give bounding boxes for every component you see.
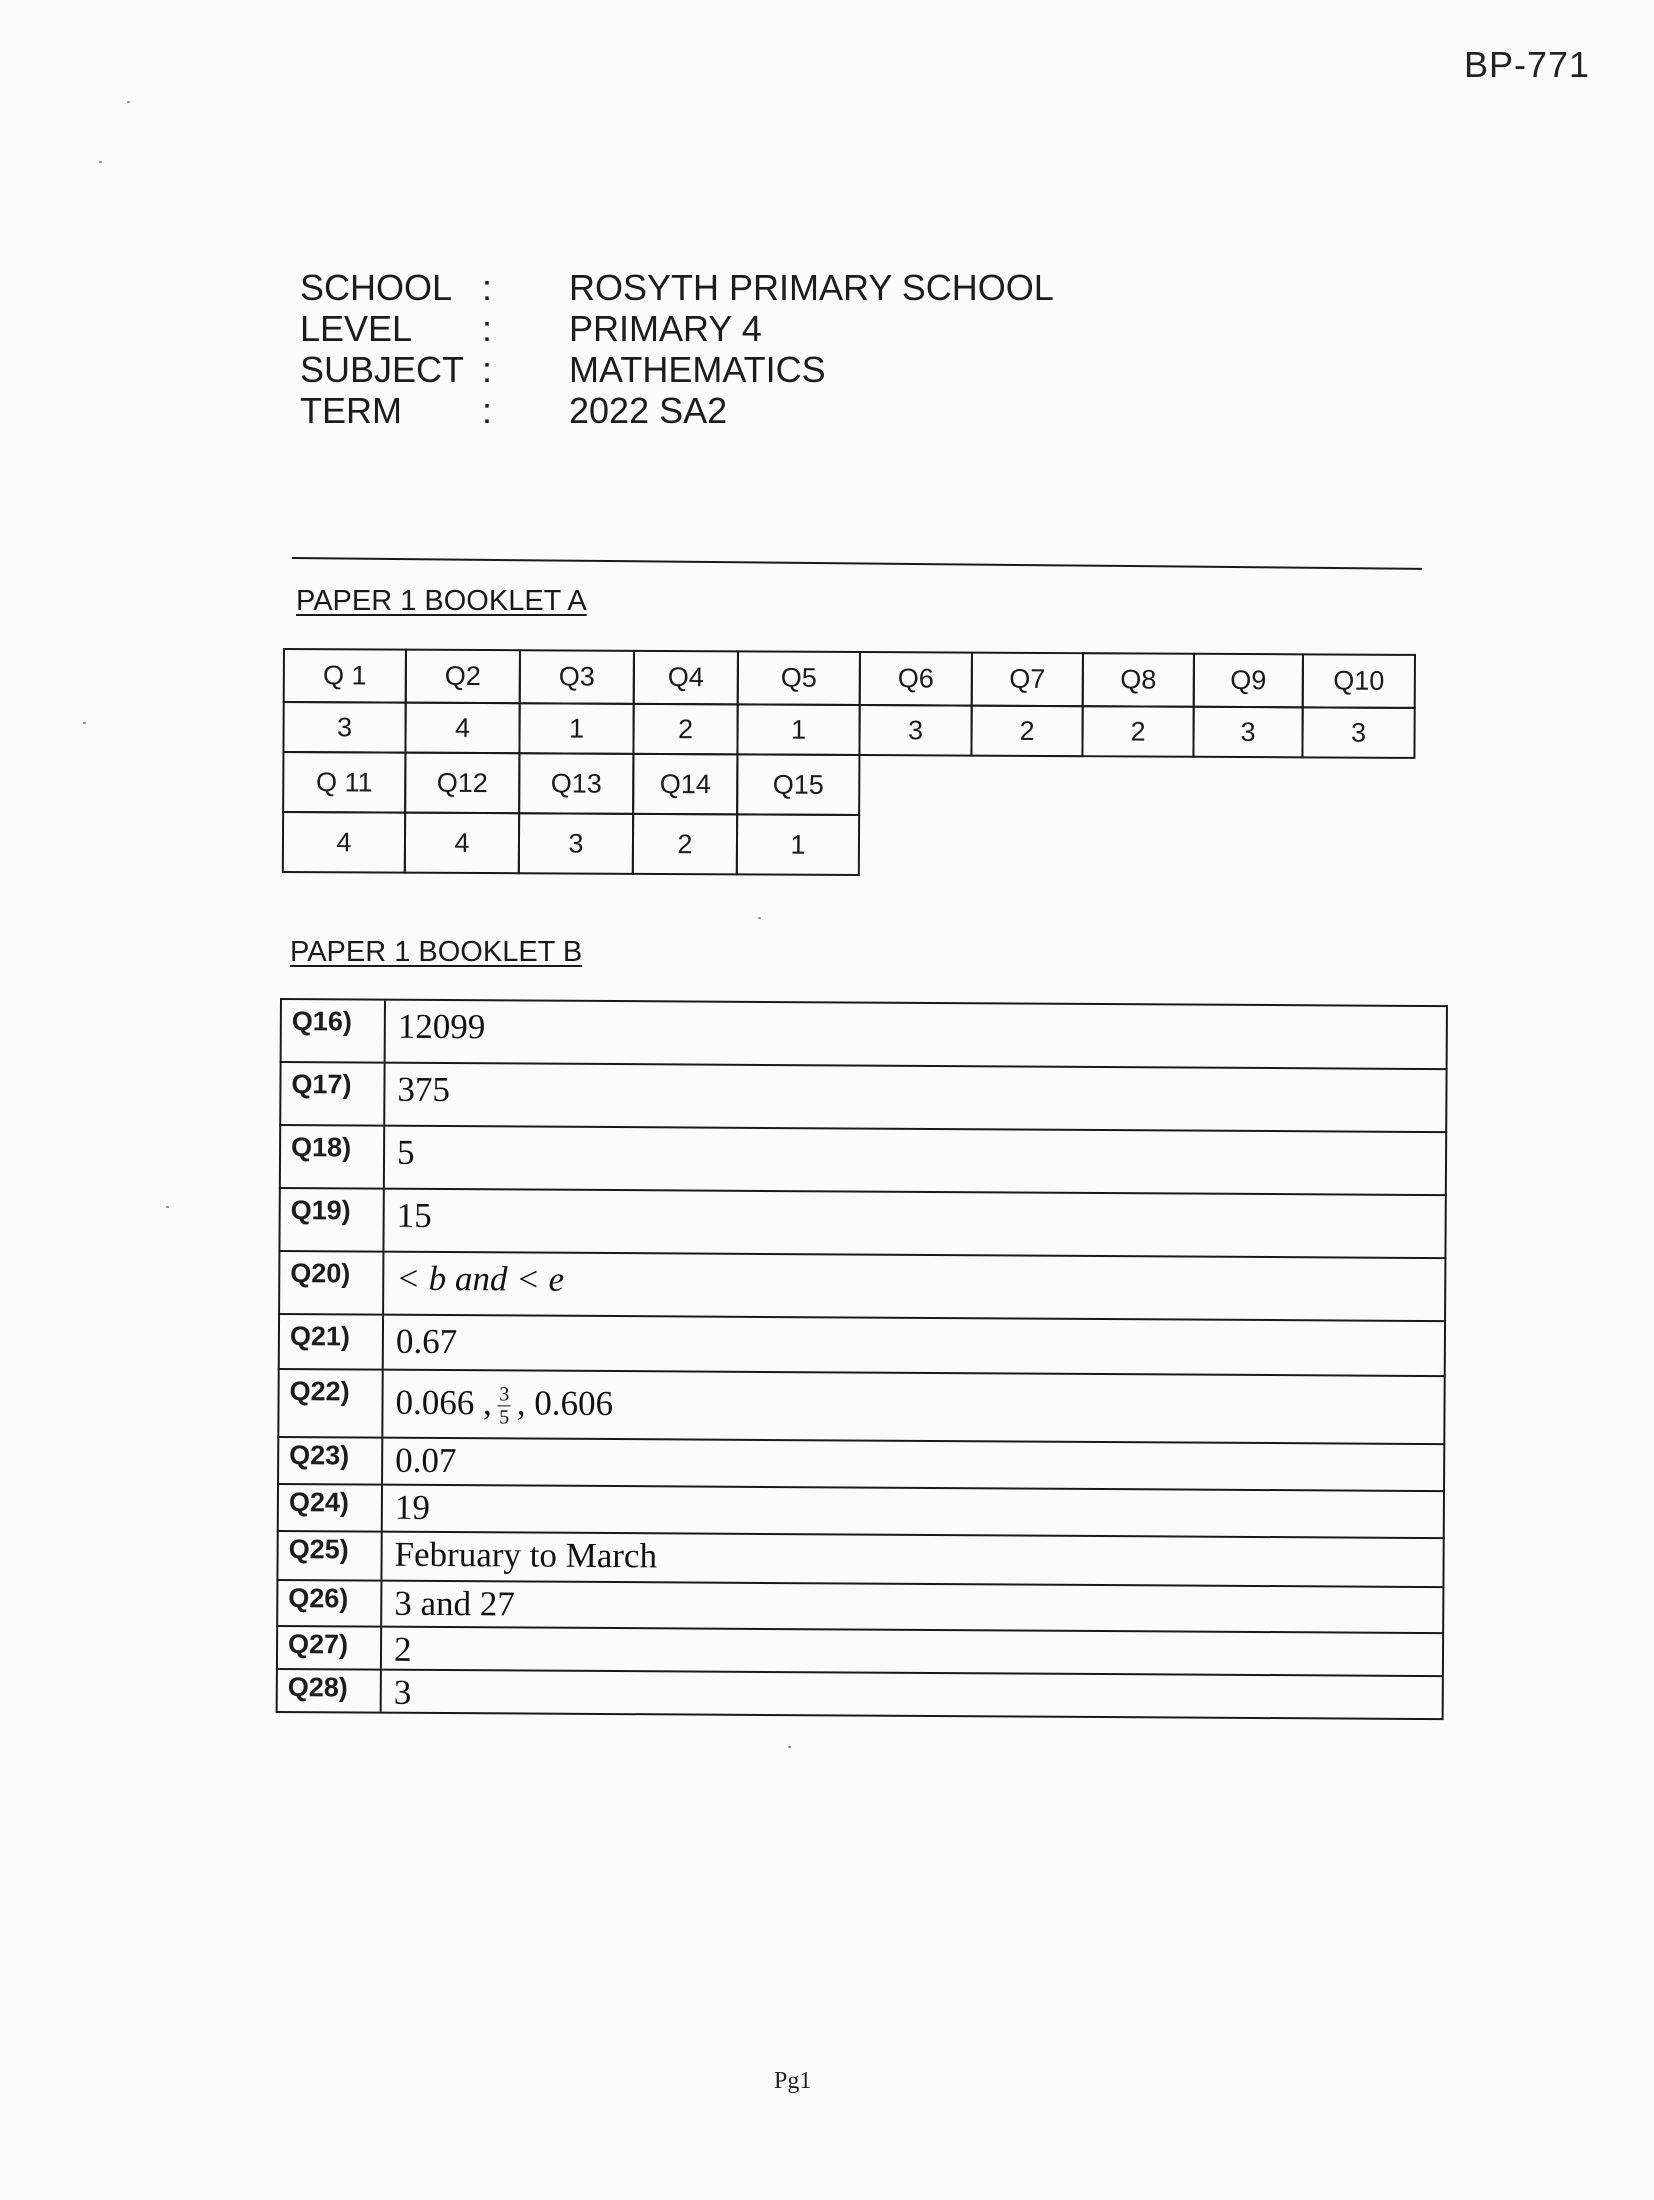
fraction — [498, 1383, 511, 1429]
grid-answer-cell: 4 — [404, 812, 520, 875]
info-row-subject — [300, 349, 1054, 390]
grid-answer-cell: 4 — [404, 702, 520, 755]
info-label: LEVEL — [300, 308, 413, 349]
booklet-a-heading: PAPER 1 BOOKLET A — [296, 585, 587, 617]
info-value: PRIMARY 4 — [569, 308, 762, 349]
question-number: Q25) — [278, 1532, 382, 1580]
grid-answer-cell: 3 — [282, 701, 406, 754]
question-number: Q26) — [278, 1581, 382, 1626]
booklet-b-answer-table — [276, 998, 1448, 1720]
answer-row — [277, 1436, 1445, 1490]
scan-speck — [166, 1206, 169, 1208]
info-row-school — [300, 267, 1054, 308]
answer-row — [276, 1668, 1444, 1720]
scan-speck — [788, 1746, 791, 1748]
section-divider — [292, 557, 1422, 570]
scan-speck — [127, 101, 130, 103]
answer-value: 0.67 — [395, 1321, 458, 1362]
answer-value: < b and < e — [396, 1258, 565, 1299]
info-label: TERM — [300, 390, 402, 431]
question-number: Q24) — [279, 1485, 383, 1531]
question-number: Q17) — [281, 1063, 385, 1125]
answer-suffix: , 0.606 — [516, 1383, 614, 1424]
info-label: SUBJECT — [300, 349, 465, 390]
page-number: Pg1 — [774, 2068, 812, 2094]
grid-question-cell: Q 1 — [283, 648, 407, 704]
answer-row — [278, 1313, 1446, 1375]
question-number: Q27) — [278, 1627, 382, 1669]
info-colon: : — [482, 349, 493, 390]
grid-answer-cell: 1 — [518, 702, 634, 755]
grid-answer-cell: 2 — [632, 703, 738, 756]
grid-question-cell: Q9 — [1193, 653, 1304, 709]
info-row-term — [300, 390, 1054, 431]
fraction-numerator: 3 — [499, 1383, 510, 1406]
scan-speck — [99, 161, 102, 163]
grid-question-cell: Q12 — [404, 752, 520, 815]
grid-question-cell: Q5 — [737, 650, 861, 706]
grid-answer-cell: 3 — [518, 812, 634, 875]
question-number: Q22) — [279, 1370, 383, 1437]
grid-answer-cell: 2 — [632, 813, 738, 876]
answer-row — [279, 1061, 1447, 1131]
info-label: SCHOOL — [300, 267, 453, 308]
grid-answer-cell: 1 — [736, 813, 860, 876]
grid-answer-cell: 4 — [282, 811, 406, 874]
question-number: Q18) — [281, 1126, 385, 1188]
exam-info — [300, 267, 1054, 431]
answer-row — [277, 1483, 1445, 1537]
info-colon: : — [482, 267, 493, 308]
answer-value: 19 — [394, 1487, 431, 1527]
grid-answer-cell: 3 — [858, 704, 972, 757]
answer-row — [278, 1187, 1446, 1257]
grid-question-cell: Q 11 — [282, 751, 406, 814]
grid-question-cell: Q4 — [633, 650, 739, 706]
info-colon: : — [482, 308, 493, 349]
answer-value: 3 and 27 — [394, 1583, 515, 1624]
scan-speck — [758, 917, 761, 919]
answer-row — [279, 1124, 1447, 1194]
booklet-a-answer-grid — [282, 648, 1418, 881]
grid-answer-cell: 3 — [1192, 706, 1303, 759]
question-number: Q16) — [282, 1000, 386, 1062]
grid-answer-cell: 3 — [1301, 706, 1415, 759]
question-number: Q21) — [280, 1315, 384, 1369]
answer-row — [277, 1368, 1445, 1443]
info-value: MATHEMATICS — [569, 349, 826, 390]
answer-value: February to March — [394, 1534, 658, 1576]
answer-value: 15 — [396, 1195, 432, 1235]
answer-row — [276, 1579, 1444, 1632]
info-row-level — [300, 308, 1054, 349]
booklet-b-heading: PAPER 1 BOOKLET B — [290, 936, 583, 968]
grid-question-cell: Q14 — [632, 753, 738, 816]
question-number: Q28) — [278, 1670, 382, 1712]
grid-answer-cell: 2 — [970, 705, 1083, 758]
grid-answer-cell: 2 — [1081, 705, 1194, 758]
answer-value — [383, 1371, 1443, 1443]
grid-question-cell: Q8 — [1082, 652, 1195, 708]
grid-question-cell: Q3 — [519, 649, 635, 705]
answer-row — [276, 1530, 1444, 1586]
grid-question-cell: Q6 — [859, 651, 973, 707]
answer-value: 375 — [397, 1069, 451, 1110]
answer-row — [276, 1625, 1444, 1675]
answer-value: 12099 — [397, 1006, 486, 1047]
answer-value: 2 — [393, 1629, 412, 1669]
grid-answer-cell: 1 — [736, 703, 860, 756]
question-number: Q20) — [280, 1252, 384, 1314]
fraction-denominator: 5 — [499, 1406, 510, 1429]
grid-question-cell: Q13 — [518, 752, 634, 815]
info-colon: : — [482, 390, 493, 431]
answer-value: 5 — [396, 1132, 415, 1172]
grid-question-cell: Q10 — [1302, 653, 1416, 709]
page-id: BP-771 — [1464, 44, 1591, 85]
answer-row — [280, 998, 1448, 1068]
answer-prefix: 0.066 , — [395, 1382, 492, 1423]
scan-speck — [83, 722, 86, 724]
answer-row — [278, 1250, 1446, 1320]
grid-question-cell: Q7 — [971, 652, 1084, 708]
grid-question-cell: Q15 — [736, 753, 860, 816]
answer-value: 3 — [393, 1672, 412, 1712]
info-value: ROSYTH PRIMARY SCHOOL — [569, 267, 1054, 308]
info-value: 2022 SA2 — [569, 390, 728, 431]
grid-question-cell: Q2 — [405, 649, 521, 705]
question-number: Q19) — [280, 1189, 384, 1251]
question-number: Q23) — [279, 1438, 383, 1484]
answer-value: 0.07 — [395, 1440, 457, 1481]
